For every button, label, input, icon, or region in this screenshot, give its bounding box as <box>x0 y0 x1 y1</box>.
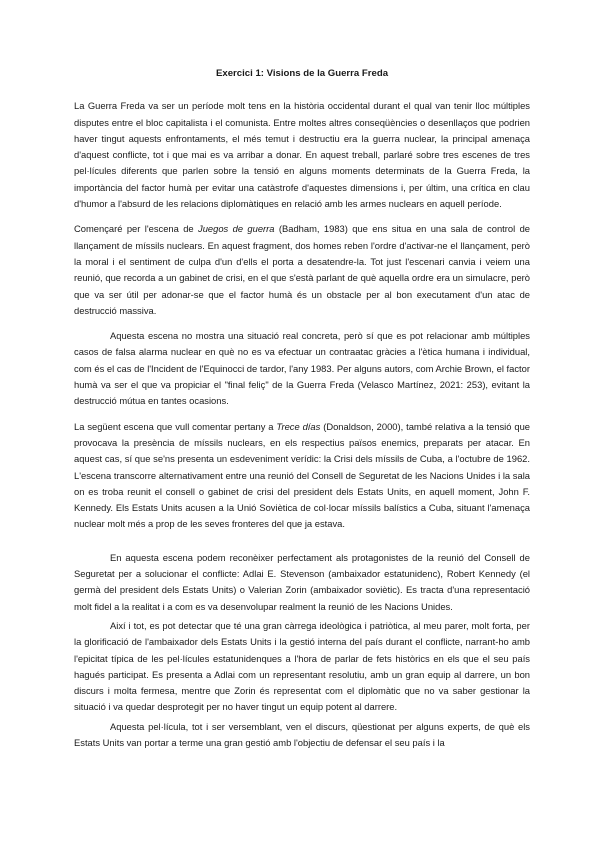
paragraph-text: (Badham, 1983) que ens situa en una sala de control de llançament de míssils nuclears. En aquest fragment, dos homes reben l'ordre d'activar-ne el llançament, però la moral i el sentiment de culpa d'un d'ells el porta a desatendre-la. Tot just l'escenari canvia i veiem una reunió, que recorda a un gabinet de crisi, en el que s'està parlant de què aquella ordre era un simulacre, però que va ser útil per adonar-se que el factor humà és un obstacle per al bon executament d'un atac de destrucció massiva. <box>74 223 530 316</box>
paragraph-thirteen-days <box>74 419 530 533</box>
paragraph-ideology: Així i tot, es pot detectar que té una gran càrrega ideològica i patriòtica, al meu parer, molt forta, per la glorificació de l'ambaixador dels Estats Units i la gestió interna del país durant el conflicte, narrant-ho amb l'epicitat típica de les pel·lícules estatunidenques a l'hora de parlar de fets històrics en els que el seu país hagués participat. Es presenta a Adlai com un representant resolutiu, amb un gran equip al darrere, un bon discurs i molta fermesa, mentre que Zorin és representat com el diplomàtic que no va saber gestionar la situació i va quedar desprotegit per no haver tingut un equip potent al darrere. <box>74 619 530 713</box>
paragraph-human-factor: Aquesta escena no mostra una situació real concreta, però sí que es pot relacionar amb múltiples casos de falsa alarma nuclear en què no es va efectuar un contraatac gràcies a l'ètica humana i individual, com és el cas de l'Incident de l'Equinocci de tardor, l'any 1983. Per alguns autors, com Archie Brown, el factor humà va ser el que va propiciar el "final feliç" de la Guerra Freda (Velasco Martínez, 2021: 253), evitant la destrucció mútua en tantes ocasions. <box>74 330 530 407</box>
paragraph-intro: La Guerra Freda va ser un període molt tens en la història occidental durant el qual van tenir lloc múltiples disputes entre el bloc capitalista i el comunista. Entre moltes altres conseqüències o desenllaços que podrien haver tingut aquests enfrontaments, el més temut i destructiu era la guerra nuclear, la principal amenaça d'aquest conflicte, tot i que mai es va arribar a donar. En aquest treball, parlaré sobre tres escenes de tres pel·lícules diferents que parlen sobre la tensió en alguns moments determinats de la Guerra Freda, la importància del factor humà per evitar una catàstrofe d'aquestes dimensions i, per últim, una crítica en clau d'humor a l'absurd de les relacions diplomàtiques en relació amb les armes nuclears en aquell període. <box>74 100 530 210</box>
paragraph-text: (Donaldson, 2000), també relativa a la tensió que provocava la presència de míssils nuclears, en els respectius països enemics, preparats per atacar. En aquest cas, sí que se'ns presenta un esdeveniment verídic: la Crisi dels míssils de Cuba, a l'octubre de 1962. L'escena transcorre alternativament entre una reunió del Consell de Seguretat de les Nacions Unides i la sala on es troba reunit el consell o gabinet de crisi del president dels Estats Units, en aquell moment, John F. Kennedy. Els Estats Units acusen a la Unió Soviètica de col·locar míssils balístics a Cuba, situant l'amenaça nuclear molt més a prop de les seves fronteres del que ja estava. <box>74 420 531 530</box>
paragraph-protagonists: En aquesta escena podem reconèixer perfectament als protagonistes de la reunió del Consell de Seguretat per a solucionar el conflicte: Adlai E. Stevenson (ambaixador estatunidenc), Robert Kennedy (el germà del president dels Estats Units) o Valerian Zorin (ambaixador soviètic). Es tracta d'una representació molt fidel a la realitat i a com es va desenvolupar realment la reunió de les Nacions Unides. <box>74 551 530 612</box>
paragraph-text: Començaré per l'escena de <box>74 223 199 235</box>
page-title: Exercici 1: Visions de la Guerra Freda <box>215 68 389 79</box>
film-title: Juegos de guerra <box>198 223 275 235</box>
document-page <box>74 66 530 751</box>
paragraph-text: La següent escena que vull comentar pertany a <box>74 420 277 432</box>
paragraph-war-games <box>74 221 530 319</box>
film-title: Trece días <box>276 420 321 432</box>
paragraph-discourse: Aquesta pel·lícula, tot i ser versemblant, ven el discurs, qüestionat per alguns experts, de què els Estats Units van portar a terme una gran gestió amb l'objectiu de defensar el seu país i la <box>74 720 530 748</box>
